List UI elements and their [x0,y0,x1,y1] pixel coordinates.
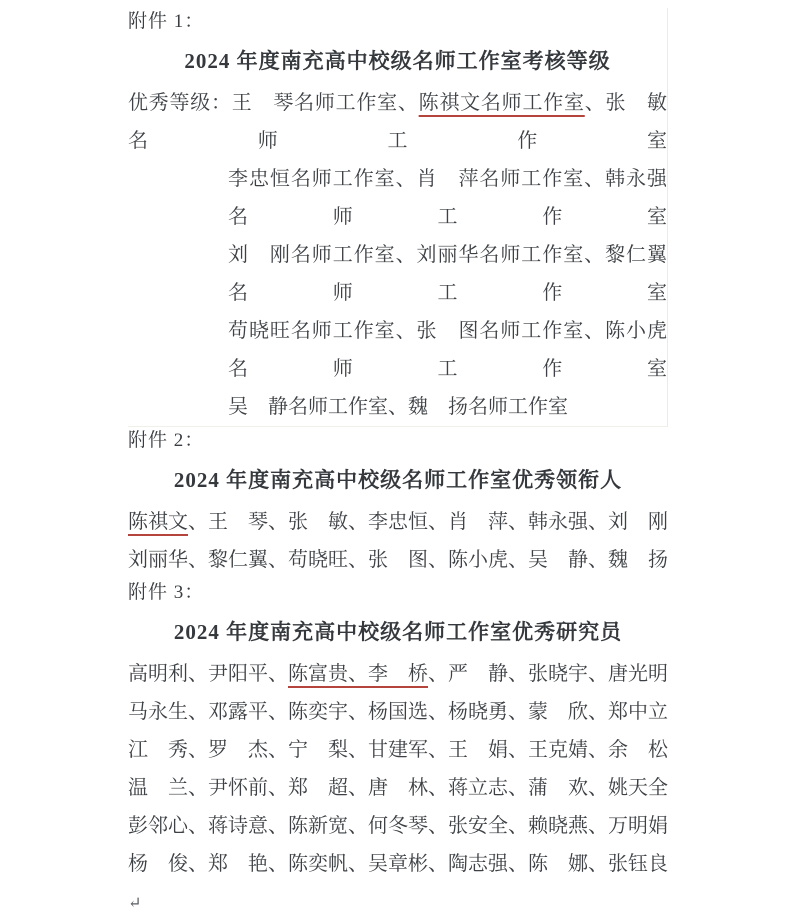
name-list-line [128,693,668,731]
name-list-line [128,541,668,579]
name-text: 、王 琴、张 敏、李忠恒、肖 萍、韩永强、刘 刚 [188,511,668,533]
name-text: 江 秀、罗 杰、宁 梨、甘建军、王 娟、王克婧、余 松 [128,739,668,761]
name-list [128,503,668,579]
name-text: 刘 刚名师工作室、刘丽华名师工作室、黎仁翼名师工作室 [228,244,667,304]
document-page [128,0,668,923]
name-text: 彭邻心、蒋诗意、陈新宽、何冬琴、张安全、赖晓燕、万明娟 [128,815,668,837]
name-list-line [128,160,667,236]
attachment-section-3 [128,579,668,923]
name-text: 、严 静、张晓宇、唐光明 [428,663,668,685]
attachment-section-2 [128,427,668,579]
name-text: 杨 俊、郑 艳、陈奕帆、吴章彬、陶志强、陈 娜、张钰良 [128,853,668,875]
name-list-line [128,769,668,807]
name-list-line [128,84,667,160]
name-list-line [128,807,668,845]
name-list-line [128,503,668,541]
name-text: 、张 敏名师工作室 [128,92,668,152]
underlined-name: 陈祺文名师工作室 [418,92,585,114]
attachment-title: 2024 年度南充高中校级名师工作室考核等级 [184,49,611,73]
name-text: 苟晓旺名师工作室、张 图名师工作室、陈小虎名师工作室 [228,320,667,380]
attachment-label: 附件 3： [128,582,205,603]
underlined-name: 陈富贵、李 桥 [288,663,428,685]
name-text: 优秀等级：王 琴名师工作室、 [128,92,419,114]
name-list-line [128,731,668,769]
paragraph-mark: ↵ [128,895,142,912]
name-list-line [128,655,668,693]
name-text: 李忠恒名师工作室、肖 萍名师工作室、韩永强名师工作室 [228,168,667,228]
name-text: 马永生、邓露平、陈奕宇、杨国选、杨晓勇、蒙 欣、郑中立 [128,701,668,723]
name-list-line [128,388,667,426]
underlined-name: 陈祺文 [128,511,188,533]
name-text: 高明利、尹阳平、 [128,663,288,685]
name-list [128,655,668,923]
attachment-label: 附件 1： [128,11,205,32]
name-list-line [128,845,668,923]
name-list-line [128,236,667,312]
name-list-line [128,312,667,388]
attachment-title: 2024 年度南充高中校级名师工作室优秀研究员 [173,620,623,644]
name-list [128,84,667,426]
attachment-label: 附件 2： [128,430,205,451]
name-text: 刘丽华、黎仁翼、苟晓旺、张 图、陈小虎、吴 静、魏 扬 [128,549,668,571]
attachment-title: 2024 年度南充高中校级名师工作室优秀领衔人 [173,468,623,492]
name-text: 温 兰、尹怀前、郑 超、唐 林、蒋立志、蒲 欢、姚天全 [128,777,668,799]
attachment-section-1 [128,8,668,427]
name-text: 吴 静名师工作室、魏 扬名师工作室 [228,396,568,418]
